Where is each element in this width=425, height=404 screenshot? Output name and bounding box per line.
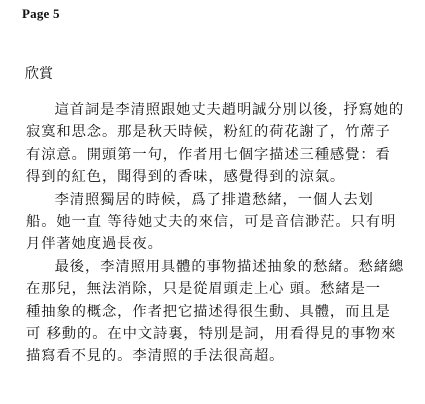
- section-title: 欣賞: [25, 66, 53, 82]
- text-line: 種抽象的概念，作者把它描述得很生動、具體，而且是: [26, 303, 391, 320]
- text-line: 月伴著她度過長夜。: [26, 236, 163, 253]
- paragraph-1: [26, 99, 410, 189]
- text-line: 最後，李清照用具體的事物描述抽象的愁緒。愁緒總: [54, 258, 405, 275]
- body-text: [26, 99, 410, 368]
- text-line: 寂寞和思念。那是秋天時候，粉紅的荷花謝了，竹蓆子: [26, 124, 391, 141]
- page-number: Page 5: [22, 6, 60, 21]
- text-line: 得到的紅色，聞得到的香味，感覺得到的涼氣。: [26, 169, 346, 186]
- text-line: 可 移動的。在中文詩裏，特別是詞，用看得見的事物來: [26, 326, 397, 343]
- text-line: 在那兒，無法消除，只是從眉頭走上心 頭。愁緒是一: [26, 281, 381, 298]
- text-line: 這首詞是李清照跟她丈夫趙明誠分別以後，抒寫她的: [54, 102, 405, 118]
- text-line: 有涼意。開頭第一句，作者用七個字描述三種感覺：看: [26, 146, 391, 163]
- text-line: 描寫看不見的。李清照的手法很高超。: [26, 348, 285, 365]
- text-line: 李清照獨居的時候，爲了排遣愁緒，一個人去划: [54, 191, 374, 208]
- paragraph-2: [26, 189, 410, 256]
- text-line: 船。她一直 等待她丈夫的來信，可是音信渺茫。只有明: [26, 214, 397, 231]
- paragraph-3: [26, 256, 410, 368]
